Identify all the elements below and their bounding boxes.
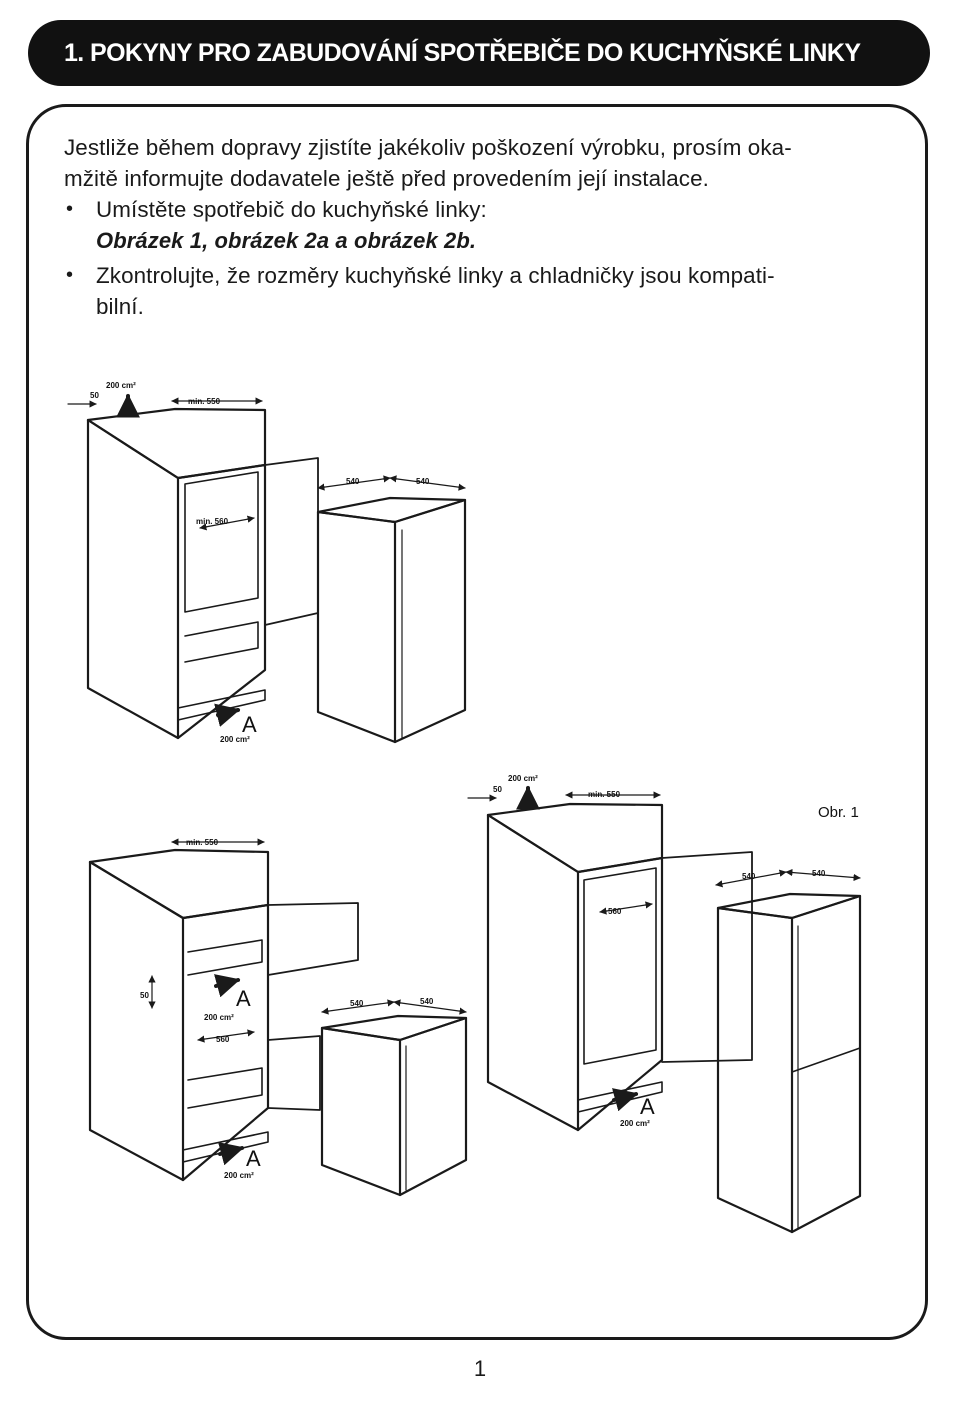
bullet-text-continued: bilní. [96,294,144,319]
vent-area-label: 200 cm² [620,1119,650,1128]
page-number: 1 [473,1356,487,1381]
vent-area-label: 200 cm² [224,1171,254,1180]
dimension-min550: min. 550 [588,790,621,799]
dimension-540: 540 [346,477,360,486]
dimension-540: 540 [742,872,756,881]
cabinet-top [90,850,268,918]
bullet-text: Umístěte spotřebič do kuchyňské linky: [96,197,487,222]
dimension-540: 540 [812,869,826,878]
vent-arrow [216,980,238,986]
bullet-icon: • [66,264,74,286]
cabinet-door [662,852,752,1062]
vent-area-label: 200 cm² [204,1013,234,1022]
vent-letter: A [242,712,257,737]
cabinet-opening [185,472,258,612]
dimension-min550: min. 550 [186,838,219,847]
bullet-icon: • [66,198,74,220]
section-header [28,20,930,86]
vent-area-label: 200 cm² [508,774,538,783]
cabinet-top [88,409,265,478]
cabinet-door [268,1036,320,1110]
cabinet-opening [584,868,656,1064]
fridge-side [792,896,860,1232]
cabinet-shelf [188,940,262,975]
cabinet-front [90,862,183,1180]
intro-line-2: mžitě informujte dodavatele ještě před provedením její instalace. [64,166,709,191]
instructions [64,132,904,322]
fridge-split [792,1048,860,1072]
vent-area-label: 200 cm² [220,735,250,744]
bullet-place-appliance [64,194,904,256]
cabinet-front [488,815,578,1130]
dimension-50: 50 [90,391,99,400]
vent-letter: A [246,1146,261,1171]
bullet-text: Zkontrolujte, že rozměry kuchyňské linky a chladničky jsou kompati- [96,263,775,288]
cabinet-diagram-2 [90,838,466,1195]
dimension-50: 50 [493,785,502,794]
cabinet-shelf [188,1068,262,1108]
fridge-top [322,1016,466,1040]
bullet-check-dimensions [64,260,904,322]
vent-area-label: 200 cm² [106,381,136,390]
fridge-side [395,500,465,742]
vent-letter: A [236,986,251,1011]
fridge-front [322,1028,400,1195]
cabinet-diagram-1 [68,381,465,744]
dimension-540: 540 [416,477,430,486]
dimension-50: 50 [140,991,149,1000]
cabinet-door [268,903,358,975]
cabinet-diagram-3 [468,774,860,1232]
dimension-min550: min. 550 [188,397,221,406]
dimension-540: 540 [350,999,364,1008]
fridge-front [318,512,395,742]
figure-caption: Obr. 1 [818,804,859,821]
intro-line-1: Jestliže během dopravy zjistíte jakékoliv poškození výrobku, prosím oka- [64,135,792,160]
vent-arrow [220,1148,242,1154]
fridge-front [718,908,792,1232]
fridge-side [400,1018,466,1195]
section-title: 1. POKYNY PRO ZABUDOVÁNÍ SPOTŘEBIČE DO KUCHYŇSKÉ LINKY [64,38,861,67]
fridge-top [318,498,465,522]
dimension-560: 560 [216,1035,230,1044]
dimension-min560: min. 560 [196,517,229,526]
cabinet-front [88,420,178,738]
cabinet-door [265,458,318,625]
cabinet-side [178,465,265,738]
installation-diagram [0,360,960,1340]
dimension-540: 540 [420,997,434,1006]
fridge-top [718,894,860,918]
cabinet-side [578,858,662,1130]
vent-letter: A [640,1094,655,1119]
cabinet-shelf [185,622,258,662]
figure-reference: Obrázek 1, obrázek 2a a obrázek 2b. [96,228,477,253]
dimension-560: 560 [608,907,622,916]
